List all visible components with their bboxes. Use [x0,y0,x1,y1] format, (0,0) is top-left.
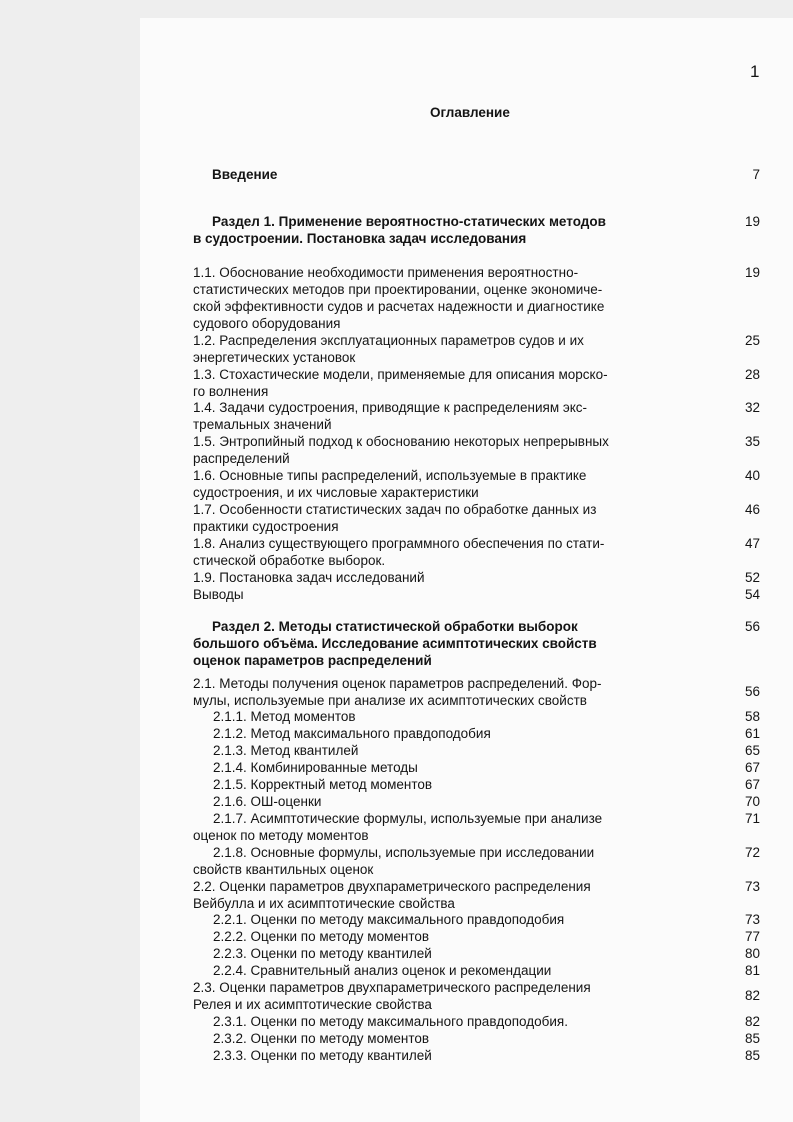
toc-entry-line: Выводы [193,587,244,602]
toc-entry-line: 1.4. Задачи судостроения, приводящие к распределениям экс- [193,400,588,415]
toc-entry-line: 2.1.1. Метод моментов [213,709,356,724]
toc-entry-line: 2.1.3. Метод квантилей [213,743,359,758]
toc-entry-line: 2.2. Оценки параметров двухпараметрического распределения [193,879,591,894]
toc-page-number: 19 [744,214,760,229]
toc-entry-line: го волнения [193,384,269,399]
page-number: 1 [750,62,760,81]
toc-page-number: 46 [744,502,760,517]
toc-entry-line: Релея и их асимптотические свойства [193,997,432,1012]
toc-page-number: 77 [744,929,760,944]
toc-page-number: 72 [744,845,760,860]
toc-entry-line: 1.1. Обоснование необходимости применения вероятностно- [193,265,579,280]
toc-page-number: 82 [744,1014,760,1029]
toc-entry-line: 2.2.1. Оценки по методу максимального правдоподобия [213,912,565,927]
toc-entry-line: судового оборудования [193,316,341,331]
toc-page-number: 65 [744,743,760,758]
toc-page-number: 7 [752,167,760,182]
toc-page-number: 19 [744,265,760,280]
toc-entry-line: 1.9. Постановка задач исследований [193,570,425,585]
toc-page-number: 61 [744,726,760,741]
toc-page-number: 32 [744,400,760,415]
toc-entry-line: в судостроении. Постановка задач исследования [193,231,527,246]
toc-page-number: 54 [744,587,760,602]
toc-page-number: 56 [744,619,760,634]
toc-entry-line: 1.2. Распределения эксплуатационных параметров судов и их [193,333,584,348]
toc-page-number: 58 [744,709,760,724]
toc-entry-line: 1.8. Анализ существующего программного обеспечения по стати- [193,536,605,551]
toc-page-number: 70 [744,794,760,809]
toc-entry-line: энергетических установок [193,350,356,365]
toc-entry-line: Вейбулла и их асимптотические свойства [193,896,455,911]
toc-page-number: 52 [744,570,760,585]
toc-entry-line: 1.3. Стохастические модели, применяемые для описания морско- [193,367,608,382]
toc-entry-line: мулы, используемые при анализе их асимптотических свойств [193,693,587,708]
toc-page-number: 73 [744,879,760,894]
toc-entry-line: 1.7. Особенности статистических задач по обработке данных из [193,502,597,517]
toc-page-number: 25 [744,333,760,348]
toc-entry-line: статистических методов при проектировании, оценке экономиче- [193,282,603,297]
toc-page-number: 28 [744,367,760,382]
toc-page-number: 85 [744,1031,760,1046]
toc-entry-line: 2.2.2. Оценки по методу моментов [213,929,430,944]
toc-entry-line: судостроения, и их числовые характеристики [193,485,479,500]
toc-entry-line: 2.1.8. Основные формулы, используемые при исследовании [213,845,595,860]
toc-entry-line: 1.5. Энтропийный подход к обоснованию некоторых непрерывных [193,434,609,449]
toc-entry-line: Раздел 2. Методы статистической обработки выборок [212,619,578,634]
toc-entry-line: свойств квантильных оценок [193,862,374,877]
toc-entry-line: 2.2.4. Сравнительный анализ оценок и рекомендации [213,963,552,978]
toc-page-number: 85 [744,1048,760,1063]
toc-entry-line: 2.2.3. Оценки по методу квантилей [213,946,432,961]
toc-page-number: 40 [744,468,760,483]
toc-entry-line: 2.1.7. Асимптотические формулы, используемые при анализе [213,811,603,826]
toc-entry-line: тремальных значений [193,417,332,432]
toc-page-number: 80 [744,946,760,961]
toc-entry-line: Введение [212,167,278,182]
toc-entry-line: распределений [193,451,290,466]
toc-entry-line: стической обработке выборок. [193,553,386,568]
toc-page-number: 35 [744,434,760,449]
toc-entry-line: оценок параметров распределений [193,653,432,668]
toc-entry-line: 2.3.3. Оценки по методу квантилей [213,1048,432,1063]
toc-page-number: 67 [744,777,760,792]
page-title: Оглавление [430,105,510,120]
toc-page-number: 67 [744,760,760,775]
toc-entry-line: большого объёма. Исследование асимптотических свойств [193,636,597,651]
toc-entry-line: Раздел 1. Применение вероятностно-статических методов [212,214,606,229]
toc-entry-line: 2.3.1. Оценки по методу максимального правдоподобия. [213,1014,568,1029]
toc-page-number: 47 [744,536,760,551]
toc-entry-line: оценок по методу моментов [193,828,369,843]
toc-entry-line: 2.1.2. Метод максимального правдоподобия [213,726,491,741]
toc-entry-line: 1.6. Основные типы распределений, используемые в практике [193,468,587,483]
toc-entry-line: 2.3.2. Оценки по методу моментов [213,1031,430,1046]
toc-page-number: 71 [744,811,760,826]
toc-page-number: 73 [744,912,760,927]
toc-entry-line: 2.1.5. Корректный метод моментов [213,777,433,792]
toc-entry-line: 2.1. Методы получения оценок параметров распределений. Фор- [193,676,602,691]
toc-page-number: 56 [744,684,760,699]
toc-entry-line: 2.1.6. ОШ-оценки [213,794,322,809]
toc-page-number: 82 [744,988,760,1003]
toc-entry-line: 2.1.4. Комбинированные методы [213,760,418,775]
toc-entry-line: практики судостроения [193,519,339,534]
toc-page-number: 81 [744,963,760,978]
toc-entry-line: 2.3. Оценки параметров двухпараметрического распределения [193,980,591,995]
toc-entry-line: ской эффективности судов и расчетах надежности и диагностике [193,299,605,314]
